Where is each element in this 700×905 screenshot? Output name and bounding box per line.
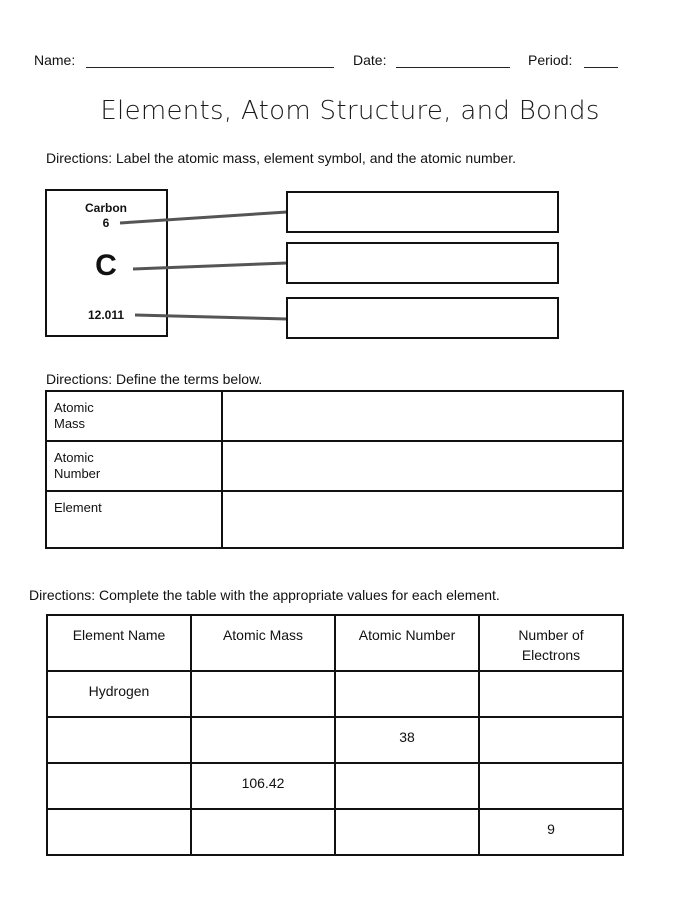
element-atomic-number: 6 — [102, 216, 110, 230]
element-values-table — [46, 614, 624, 856]
table-row — [47, 763, 623, 809]
table-row — [46, 491, 623, 548]
date-label: Date: — [353, 52, 387, 68]
definition-cell[interactable] — [222, 441, 623, 491]
table-row — [46, 441, 623, 491]
cell[interactable] — [479, 671, 623, 717]
table-row — [47, 809, 623, 855]
cell[interactable]: 106.42 — [191, 763, 335, 809]
term-atomic-number: Atomic Number — [46, 441, 222, 491]
term-element: Element — [46, 491, 222, 548]
cell[interactable] — [47, 763, 191, 809]
table-row — [46, 391, 623, 441]
cell[interactable]: Hydrogen — [47, 671, 191, 717]
definitions-table — [45, 390, 624, 549]
element-symbol: C — [95, 249, 117, 282]
cell[interactable] — [191, 671, 335, 717]
table-row — [47, 671, 623, 717]
section2-directions: Directions: Define the terms below. — [46, 371, 263, 387]
table-header-row — [47, 615, 623, 671]
term-atomic-mass: Atomic Mass — [46, 391, 222, 441]
column-header-element-name: Element Name — [47, 615, 191, 671]
element-name: Carbon — [85, 201, 127, 215]
label-answer-box-1[interactable] — [286, 191, 559, 233]
cell[interactable] — [335, 763, 479, 809]
definition-cell[interactable] — [222, 391, 623, 441]
cell[interactable] — [47, 717, 191, 763]
cell[interactable]: 38 — [335, 717, 479, 763]
element-atomic-mass: 12.011 — [87, 308, 125, 322]
connector-line-symbol — [133, 263, 287, 269]
connector-line-mass — [135, 315, 287, 319]
label-answer-box-2[interactable] — [286, 242, 559, 284]
column-header-atomic-number: Atomic Number — [335, 615, 479, 671]
page-title: Elements, Atom Structure, and Bonds — [100, 96, 600, 126]
cell[interactable] — [191, 717, 335, 763]
cell[interactable] — [335, 671, 479, 717]
column-header-electrons: Number of Electrons — [479, 615, 623, 671]
section1-directions: Directions: Label the atomic mass, element symbol, and the atomic number. — [46, 150, 516, 166]
definition-cell[interactable] — [222, 491, 623, 548]
label-answer-box-3[interactable] — [286, 297, 559, 339]
column-header-atomic-mass: Atomic Mass — [191, 615, 335, 671]
cell[interactable]: 9 — [479, 809, 623, 855]
connector-line-number — [120, 212, 287, 223]
cell[interactable] — [191, 809, 335, 855]
period-label: Period: — [528, 52, 573, 68]
cell[interactable] — [335, 809, 479, 855]
table-row — [47, 717, 623, 763]
cell[interactable] — [47, 809, 191, 855]
section3-directions: Directions: Complete the table with the appropriate values for each element. — [29, 587, 500, 603]
cell[interactable] — [479, 763, 623, 809]
name-label: Name: — [34, 52, 76, 68]
cell[interactable] — [479, 717, 623, 763]
